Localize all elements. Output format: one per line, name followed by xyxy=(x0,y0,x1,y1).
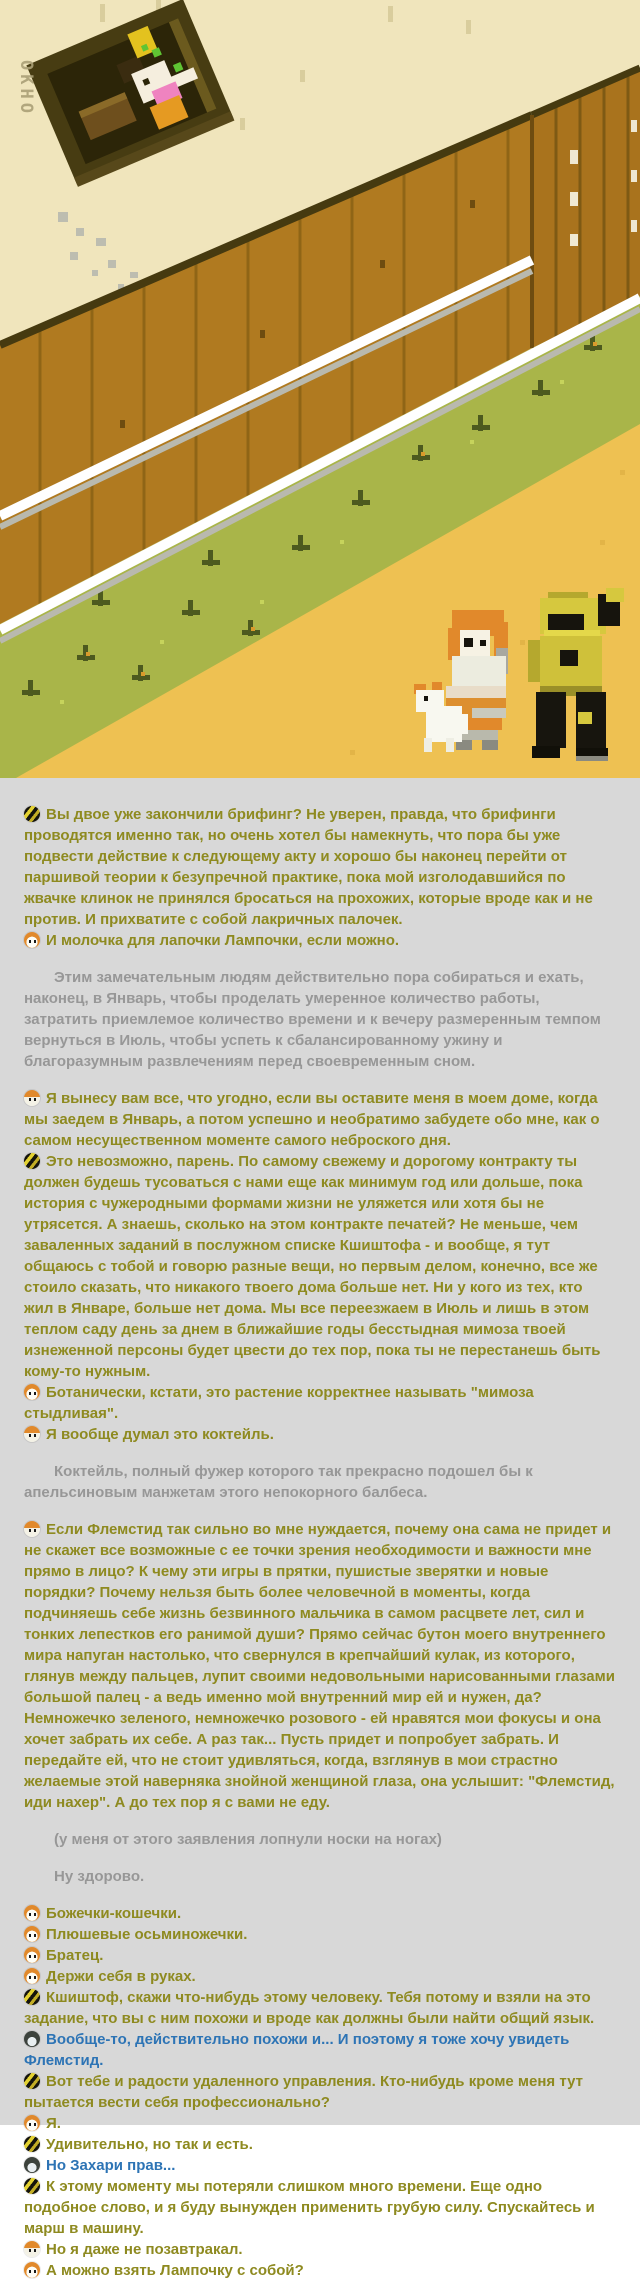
cat-avatar xyxy=(24,1968,40,1984)
game-scene xyxy=(0,0,640,778)
narrator-paragraph: Этим замечательным людям действительно пора собираться и ехать, наконец, в Январь, чтобы проделать умеренное количество работы, затратить приемлемое количество времени и к вечеру размеренным темпом вернуться в Июль, чтобы успеть к сбалансированному ужину и благоразумным развлечениям перед своевременным сном. xyxy=(24,969,601,1070)
cat-avatar xyxy=(24,2115,40,2131)
cat-avatar xyxy=(24,1905,40,1921)
narrator-paragraph: Коктейль, полный фужер которого так прекрасно подошел бы к апельсиновым манжетам этого непокорного балбеса. xyxy=(24,1463,533,1501)
message-zachary: К этому моменту мы потеряли слишком много времени. Еще одно подобное слово, и я буду вынужден применить грубую силу. Спускайтесь и марш в машину. xyxy=(24,2178,595,2237)
zachary-avatar xyxy=(24,1989,40,2005)
zachary-avatar xyxy=(24,1153,40,1169)
cat-avatar xyxy=(24,1384,40,1400)
cat-avatar xyxy=(24,1947,40,1963)
cat-avatar xyxy=(24,1926,40,1942)
narrator-paragraph: (у меня от этого заявления лопнули носки на ногах) xyxy=(54,1831,442,1848)
zachary-avatar xyxy=(24,806,40,822)
message-zachary: Вы двое уже закончили брифинг? Не уверен, правда, что брифинги проводятся именно так, но очень хотел бы намекнуть, что пора бы уже подвести действие к следующему акту и хорошо бы наконец перейти от паршивой теории к безупречной практике, пока мой изголодавшийся по жвачке клинок не принялся бросаться на прохожих, которые вроде как и не против. И прихватите с собой лакричных палочек. xyxy=(24,806,593,928)
krzysztof-avatar xyxy=(24,2031,40,2047)
message-boy: Но я даже не позавтракал. xyxy=(24,2239,616,2260)
krzysztof-avatar xyxy=(24,2157,40,2173)
narrator-paragraph: Ну здорово. xyxy=(54,1868,145,1885)
zachary-avatar xyxy=(24,2073,40,2089)
message-cat: Плюшевые осьминожечки. xyxy=(24,1924,616,1945)
boy-avatar xyxy=(24,2241,40,2257)
zachary-avatar xyxy=(24,2178,40,2194)
cat-avatar xyxy=(24,932,40,948)
zachary-avatar xyxy=(24,2136,40,2152)
message-zachary: Удивительно, но так и есть. xyxy=(24,2134,616,2155)
message-cat: Держи себя в руках. xyxy=(24,1966,616,1987)
message-zachary: Это невозможно, парень. По самому свежему и дорогому контракту ты должен будешь тусоваться с нами еще как минимум год или дольше, пока история с чужеродными формами жизни не уляжется или хотя бы не утрясется. А знаешь, сколько на этом контракте печатей? Не меньше, чем заваленных заданий в послужном списке Кшиштофа - и вообще, я тут общаюсь с тобой и говорю разные вещи, но первым делом, конечно, все же стоило сказать, что никакого твоего дома больше нет. Ни у кого из тех, кто жил в Январе, больше нет дома. Мы все переезжаем в Июль и лишь в этом теплом саду день за днем в ближайшие годы бесстыдная мимоза твоей изнеженной персоны будет цвести до тех пор, пока ты не перестанешь быть кому-то нужным. xyxy=(24,1153,601,1380)
conversation xyxy=(0,778,640,2291)
message-cat: А можно взять Лампочку с собой? xyxy=(24,2260,616,2281)
cat-avatar xyxy=(24,2262,40,2278)
message-cat: И молочка для лапочки Лампочки, если можно. xyxy=(24,930,616,951)
message-zachary: Кшиштоф, скажи что-нибудь этому человеку. Тебя потому и взяли на это задание, что вы с ним похожи и вроде как должны были найти общий язык. xyxy=(24,1989,595,2027)
message-cat: Я. xyxy=(24,2113,616,2134)
message-krzysztof: Вообще-то, действительно похожи и... И поэтому я тоже хочу увидеть Флемстид. xyxy=(24,2031,570,2069)
boy-avatar xyxy=(24,1426,40,1442)
boy-avatar xyxy=(24,1521,40,1537)
window-label: ОКНО xyxy=(16,60,36,117)
message-cat: Божечки-кошечки. xyxy=(24,1903,616,1924)
message-krzysztof: Но Захари прав... xyxy=(24,2155,616,2176)
scene-canvas xyxy=(0,0,640,778)
message-zachary: Вот тебе и радости удаленного управления. Кто-нибудь кроме меня тут пытается вести себя профессионально? xyxy=(24,2073,583,2111)
boy-avatar xyxy=(24,1090,40,1106)
message-boy: Я вынесу вам все, что угодно, если вы оставите меня в моем доме, когда мы заедем в Январь, а потом успешно и необратимо забудете обо мне, как о самом несущественном моменте самого неброского дня. xyxy=(24,1090,600,1149)
message-boy: Я вообще думал это коктейль. xyxy=(24,1424,616,1445)
message-cat: Братец. xyxy=(24,1945,616,1966)
message-cat: Ботанически, кстати, это растение корректнее называть "мимоза стыдливая". xyxy=(24,1384,534,1422)
message-boy: Если Флемстид так сильно во мне нуждается, почему она сама не придет и не скажет все возможные с ее точки зрения необходимости и важности мне прямо в лицо? К чему эти игры в прятки, пушистые зверятки и новые порядки? Почему нельзя быть более человечной в моменты, когда подчиняешь себе жизнь безвинного мальчика в самом расцвете лет, сил и тонких лепестков его ранимой души? Прямо сейчас бутон моего внутреннего мира напуган настолько, что свернулся в крепчайший кулак, из которого, глянув между пальцев, лупит своими недовольными нарисованными глазами большой палец - а ведь именно мой внутренний мир ей и нужен, да? Немножечко зеленого, немножечко розового - ей нравятся мои фокусы и она хочет забрать их себе. А раз так... Пусть придет и попробует забрать. И передайте ей, что не стоит удивляться, когда, взглянув в мои страстно желаемые этой наверняка знойной женщиной глаза, она услышит: "Флемстид, иди нахер". А до тех пор я с вами не еду. xyxy=(24,1521,615,1811)
